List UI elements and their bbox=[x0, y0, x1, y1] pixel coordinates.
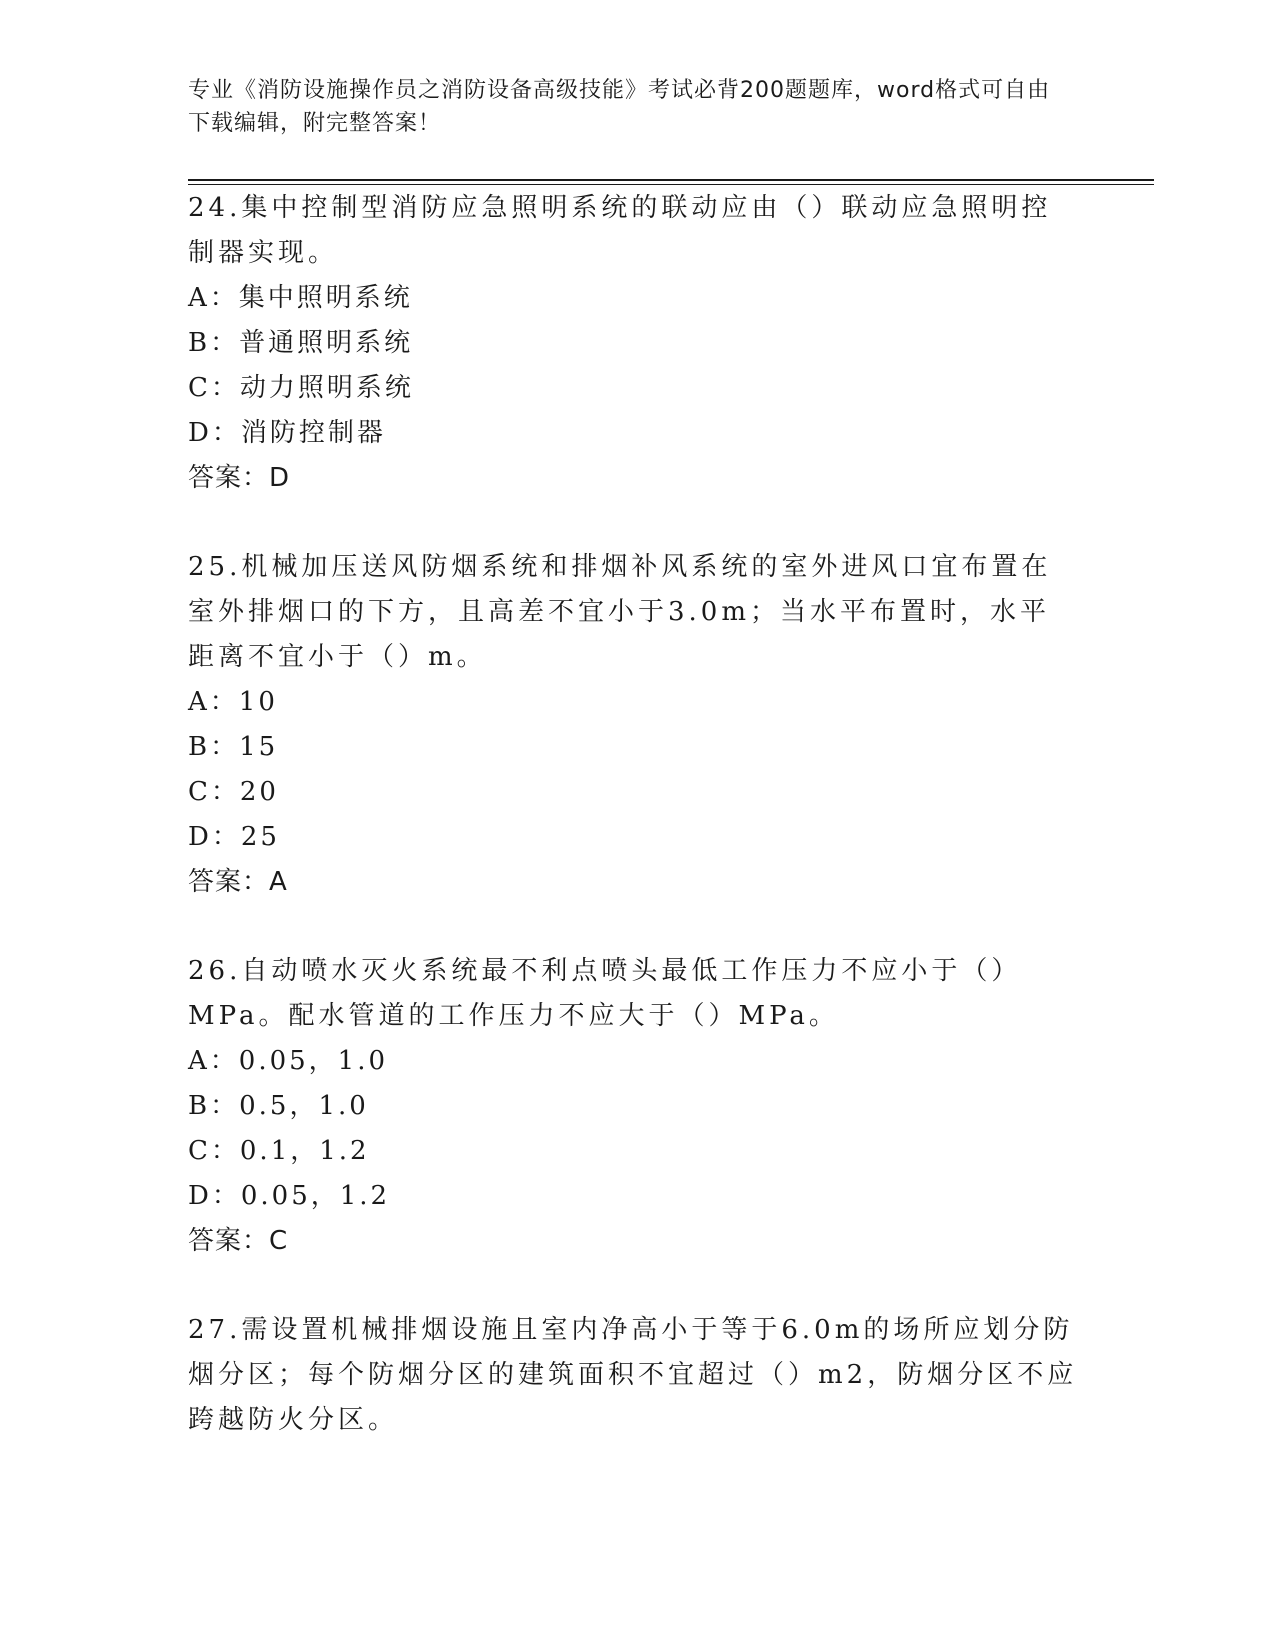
question-text: 25.机械加压送风防烟系统和排烟补风系统的室外进风口宜布置在室外排烟口的下方，且高差不宜小于3.0m；当水平布置时，水平距离不宜小于（）m。 bbox=[188, 552, 1052, 672]
option-c: C：动力照明系统 bbox=[188, 373, 414, 403]
option-d: D：25 bbox=[188, 822, 280, 852]
option-b: B：普通照明系统 bbox=[188, 328, 414, 358]
question-text: 24.集中控制型消防应急照明系统的联动应由（）联动应急照明控制器实现。 bbox=[188, 193, 1052, 268]
question-text: 27.需设置机械排烟设施且室内净高小于等于6.0m的场所应划分防烟分区；每个防烟分区的建筑面积不宜超过（）m2，防烟分区不应跨越防火分区。 bbox=[188, 1315, 1078, 1435]
option-b: B：15 bbox=[188, 732, 279, 762]
option-a: A：0.05，1.0 bbox=[188, 1046, 389, 1076]
option-a: A：集中照明系统 bbox=[188, 283, 413, 313]
answer: 答案：D bbox=[188, 463, 291, 493]
answer: 答案：C bbox=[188, 1226, 289, 1256]
question-27 bbox=[188, 1308, 1078, 1443]
question-24 bbox=[188, 186, 1078, 501]
option-b: B：0.5，1.0 bbox=[188, 1091, 369, 1121]
option-c: C：20 bbox=[188, 777, 279, 807]
option-c: C：0.1，1.2 bbox=[188, 1136, 370, 1166]
question-26 bbox=[188, 949, 1078, 1264]
answer: 答案：A bbox=[188, 867, 288, 897]
question-text: 26.自动喷水灭火系统最不利点喷头最低工作压力不应小于（）MPa。配水管道的工作压力不应大于（）MPa。 bbox=[188, 956, 1022, 1031]
header-divider-thick bbox=[188, 179, 1154, 181]
header-divider-thin bbox=[188, 184, 1154, 185]
option-d: D：消防控制器 bbox=[188, 418, 386, 448]
document-header: 专业《消防设施操作员之消防设备高级技能》考试必背200题题库，word格式可自由下载编辑，附完整答案！ bbox=[188, 78, 1051, 136]
question-25 bbox=[188, 545, 1078, 905]
option-a: A：10 bbox=[188, 687, 278, 717]
option-d: D：0.05，1.2 bbox=[188, 1181, 391, 1211]
